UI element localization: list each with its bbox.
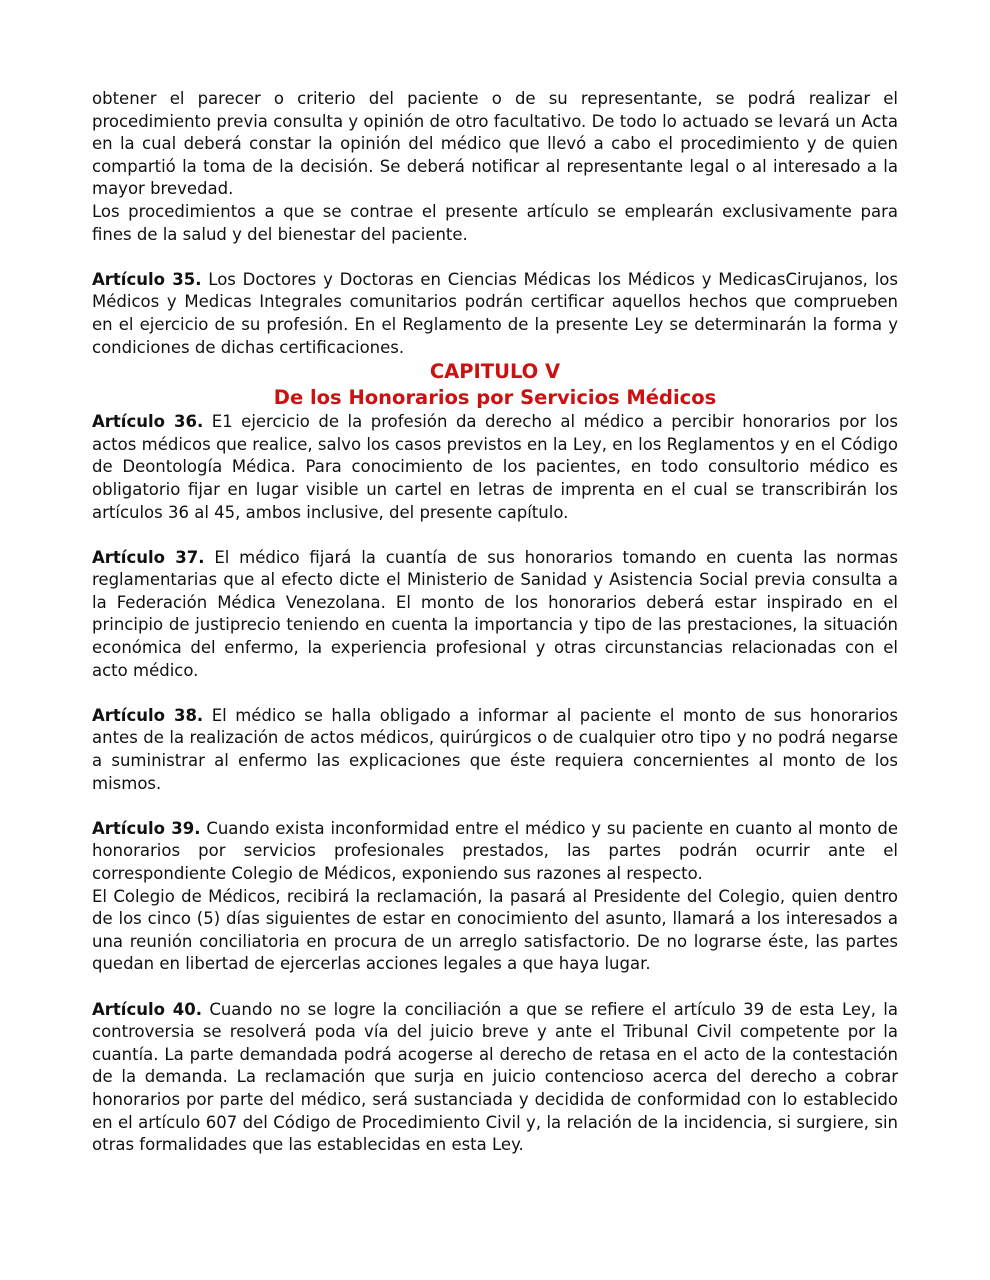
article-35-text: Los Doctores y Doctoras en Ciencias Médicas los Médicos y MedicasCirujanos, los Médicos y Medicas Integrales comunitarios podrán certificar aquellos hechos que comprueben en el ejercicio de su profesión. En el Reglamento de la presente Ley se determinarán la forma y condiciones de dichas certificaciones. (92, 269, 898, 357)
article-35 (92, 269, 898, 359)
article-37-label: Artículo 37. (92, 547, 205, 567)
article-37 (92, 547, 898, 683)
article-39-paragraph-2: El Colegio de Médicos, recibirá la reclamación, la pasará al Presidente del Colegio, quien dentro de los cinco (5) días siguientes de estar en conocimiento del asunto, llamará a los interesados a una reunión conciliatoria en procura de un arreglo satisfactorio. De no lograrse éste, las partes quedan en libertad de ejercerlas acciones legales a que haya lugar. (92, 886, 898, 974)
intro-paragraph-2: Los procedimientos a que se contrae el presente artículo se emplearán exclusivamente para fines de la salud y del bienestar del paciente. (92, 201, 898, 244)
chapter-title: De los Honorarios por Servicios Médicos (273, 386, 717, 410)
article-37-text: El médico fijará la cuantía de sus honorarios tomando en cuenta las normas reglamentarias que al efecto dicte el Ministerio de Sanidad y Asistencia Social previa consulta a la Federación Médica Venezolana. El monto de los honorarios deberá estar inspirado en el principio de justiprecio teniendo en cuenta la importancia y tipo de las prestaciones, la situación económica del enfermo, la experiencia profesional y otras circunstancias relacionadas con el acto médico. (92, 547, 898, 680)
article-38-text: El médico se halla obligado a informar al paciente el monto de sus honorarios antes de la realización de actos médicos, quirúrgicos o de cualquier otro tipo y no podrá negarse a suministrar al enfermo las explicaciones que éste requiera concernientes al monto de los mismos. (92, 705, 898, 793)
document-page (92, 88, 898, 1157)
article-35-label: Artículo 35. (92, 269, 202, 289)
article-40 (92, 999, 898, 1157)
paragraph-gap (92, 795, 898, 818)
paragraph-gap (92, 246, 898, 269)
article-39-text: Cuando exista inconformidad entre el médico y su paciente en cuanto al monto de honorarios por servicios profesionales prestados, las partes podrán ocurrir ante el correspondiente Colegio de Médicos, exponiendo sus razones al respecto. (92, 818, 898, 883)
paragraph-gap (92, 682, 898, 705)
article-36-text: E1 ejercicio de la profesión da derecho al médico a percibir honorarios por los actos médicos que realice, salvo los casos previstos en la Ley, en los Reglamentos y en el Código de Deontología Médica. Para conocimiento de los pacientes, en todo consultorio médico es obligatorio fijar en lugar visible un cartel en letras de imprenta en el cual se transcribirán los artículos 36 al 45, ambos inclusive, del presente capítulo. (92, 412, 898, 522)
article-36 (92, 411, 898, 524)
article-38 (92, 705, 898, 795)
article-39-label: Artículo 39. (92, 818, 201, 838)
article-40-label: Artículo 40. (92, 999, 203, 1019)
paragraph-gap (92, 524, 898, 547)
article-40-text: Cuando no se logre la conciliación a que se refiere el artículo 39 de esta Ley, la controversia se resolverá poda vía del juicio breve y ante el Tribunal Civil competente por la cuantía. La parte demandada podrá acogerse al derecho de retasa en el acto de la contestación de la demanda. La reclamación que surja en juicio contencioso acerca del derecho a cobrar honorarios por parte del médico, será sustanciada y decidida de conformidad con lo establecido en el artículo 607 del Código de Procedimiento Civil y, la relación de la incidencia, si surgiere, sin otras formalidades que las establecidas en esta Ley. (92, 999, 899, 1155)
article-36-label: Artículo 36. (92, 412, 204, 432)
intro-paragraph: obtener el parecer o criterio del paciente o de su representante, se podrá realizar el procedimiento previa consulta y opinión de otro facultativo. De todo lo actuado se levará un Acta en la cual deberá constar la opinión del médico que llevó a cabo el procedimiento y de quien compartió la toma de la decisión. Se deberá notificar al representante legal o al interesado a la mayor brevedad. (92, 89, 898, 199)
paragraph-gap (92, 976, 898, 999)
chapter-number: CAPITULO V (429, 360, 561, 384)
article-39 (92, 818, 898, 886)
article-38-label: Artículo 38. (92, 705, 204, 725)
